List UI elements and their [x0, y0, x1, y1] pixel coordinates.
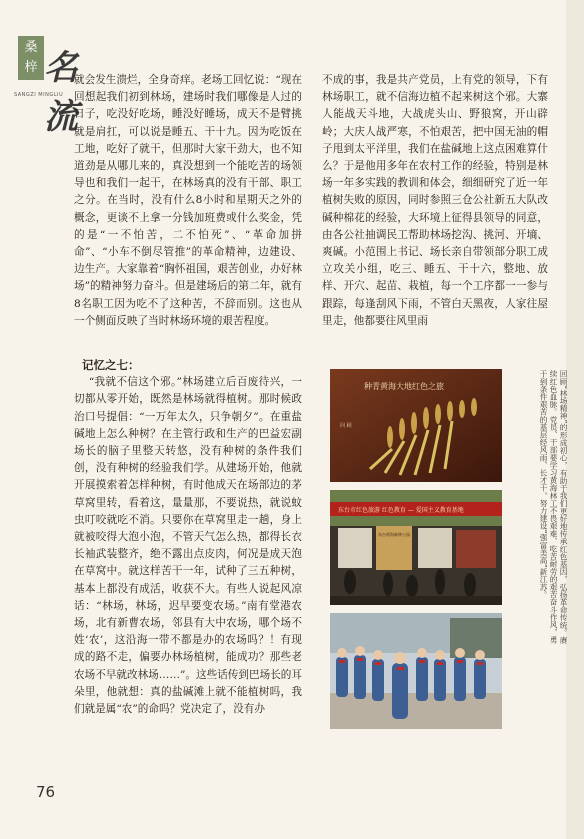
section-heading: 记忆之七：	[82, 358, 140, 372]
sculpture-image	[330, 369, 502, 482]
column-english-label: SANGZI MINGLIU	[14, 92, 64, 98]
exhibition-image	[330, 490, 502, 605]
column-left-bottom	[74, 357, 302, 718]
photo1-banner: 种青黄海大地红色之旅	[364, 382, 444, 391]
column-right	[322, 72, 548, 330]
photo1-sign: 回 顾	[340, 423, 352, 429]
column-script-title: 名流	[44, 48, 74, 137]
photo-children-parade	[330, 613, 502, 729]
page-edge	[566, 0, 584, 839]
photo2-arch: 东台黄海森林公园	[378, 532, 410, 537]
body-paragraph: 不成的事，我是共产党员，上有党的领导，下有林场职工，就不信海边植不起来树这个邪。大寨人能战天斗地，大战虎头山、野狼窝，开山辟岭；大庆人战严寒，不怕艰苦，把中国无油的帽子甩到太平洋里，我们在盐碱地上这点困难算什么？于是他用多年在农村工作的经验，特别是林场一年多实践的教训和体会，细细研究了近一年植树失败的原因，同时参照三仓公社新五大队改碱种棉花的经验，大环境上征得县领导的同意，由各公社抽调民工帮助林场挖沟、挑河、开墒、爽碱。小范围上书记、场长亲自带领部分职工成立攻关小组，吃三、睡五、干十六，整地、放样、开穴、起苗、栽植，每一个工序都一一参与跟踪，每逢刮风下雨，不管白天黑夜，人家往屋里走，他都要往风里雨	[322, 74, 548, 327]
children-image	[330, 613, 502, 729]
photo-sculpture	[330, 369, 502, 482]
page-number: 76	[36, 783, 56, 801]
column-left-top	[74, 72, 302, 330]
photo2-banner: 东台市红色旅游 红色教育 — 爱国主义教育基地	[338, 507, 464, 514]
photo-caption: 回顾“林场精神”的形成初心，有助于我们更好地传承红色基因，弘扬革命传统。赓续红色血脉。党员、干部要学习黄海林工不畏艰难、吃苦耐劳的艰苦奋斗作风，勇于到条件艰苦的基层经风雨、长才干，努力建设“强富美高”新江苏。	[539, 370, 568, 644]
body-paragraph: 就会发生溃烂，全身奇痒。老场工回忆说：“现在回想起我们初到林场，建场时我们哪像是人过的日子，吃没好吃场，睡没好睡场，成天不是臂挑就是肩扛，可以说是睡五、干十九。因为吃饭在工地，吃好了就干，但那时大家干劲大，也不知道劲是从哪儿来的，真没想到一个能吃苦的场领导也和我们一起干，在林场真的没有干部、职工之分。在当时，没有什么8小时和星期天之外的概念，更谈不上拿一分钱加班费或什么奖金，凭的是“一不怕苦，二不怕死”、“革命加拼命”、“小车不倒尽管推”的革命精神，边建设、边生产。大家靠着“胸怀祖国，艰苦创业，办好林场”的精神努力奋斗。但是建场后的第二年，就有8名职工因为吃不了这种苦，不辞而别。这也从一个侧面反映了当时林场环境的艰苦程度。	[74, 74, 302, 327]
photo-exhibition	[330, 490, 502, 605]
badge-char-bottom: 梓	[24, 60, 38, 75]
badge-char-top: 桑	[24, 40, 38, 55]
badge-box	[18, 36, 44, 80]
body-paragraph: “我就不信这个邪。”林场建立后百废待兴，一切都从零开始，既然是林场就得植树。那时候政治口号提倡：“一万年太久，只争朝夕”。在重盐碱地上怎么种树？在主管行政和生产的巴益宏副场长的脑子里整天转悠，没有种树的条件我们创，没有种树的经验我们学。从建场开始，他就开展摸索着怎样种树，有时他成天在场部边的茅草窝里转，看着这，量量那，不要说热，就说蚊虫叮咬就吃不消。只要你在草窝里走一趟，身上就被咬得大泡小泡，不管天气怎么热，都得长衣长袖武装整齐，绝不露出点皮肉，何况是成天泡在草窝中。就这样苦干一年，试种了三五种树，基本上都没有成活，收获不大。有些人说起风凉话：“林场，林场，迟早要变农场。”南有堂港农场，北有新曹农场，邻县有大中农场，哪个场不姓‘农’，这沿海一带不都是办的农场吗？！有现成的路不走，偏要办林场植树，能成功？那些老农场不早就改林场……”。这些话传到巴场长的耳朵里，他就想：真的盐碱滩上就不能植树吗，我们就是属“农”的命吗？党决定了，没有办	[74, 376, 302, 716]
